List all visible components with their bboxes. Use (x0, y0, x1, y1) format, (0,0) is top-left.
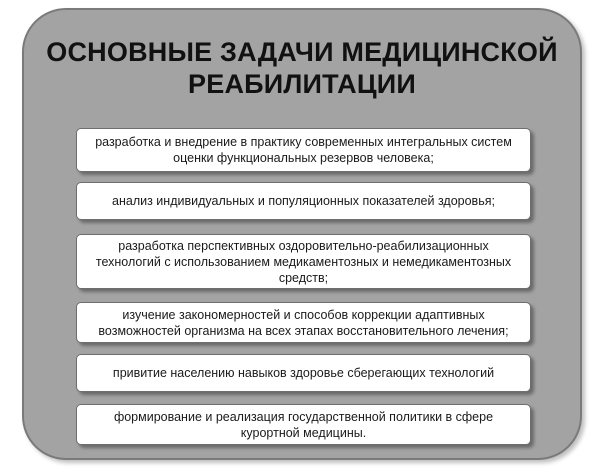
task-box-3: разработка перспективных оздоровительно-реабилизационных технологий с использованием медикаментозных и немедикаментозных средств; (76, 234, 531, 289)
task-box-6: формирование и реализация государственной политики в сфере курортной медицины. (76, 404, 531, 445)
diagram-title: ОСНОВНЫЕ ЗАДАЧИ МЕДИЦИНСКОЙ РЕАБИЛИТАЦИИ (46, 37, 558, 99)
task-box-5: привитие населению навыков здоровье сберегающих технологий (76, 354, 531, 392)
task-box-1: разработка и внедрение в практику современных интегральных систем оценки функциональных резервов человека; (76, 128, 531, 172)
task-box-2: анализ индивидуальных и популяционных показателей здоровья; (76, 182, 531, 220)
task-box-4: изучение закономерностей и способов коррекции адаптивных возможностей организма на всех этапах восстановительного лечения; (76, 302, 531, 343)
